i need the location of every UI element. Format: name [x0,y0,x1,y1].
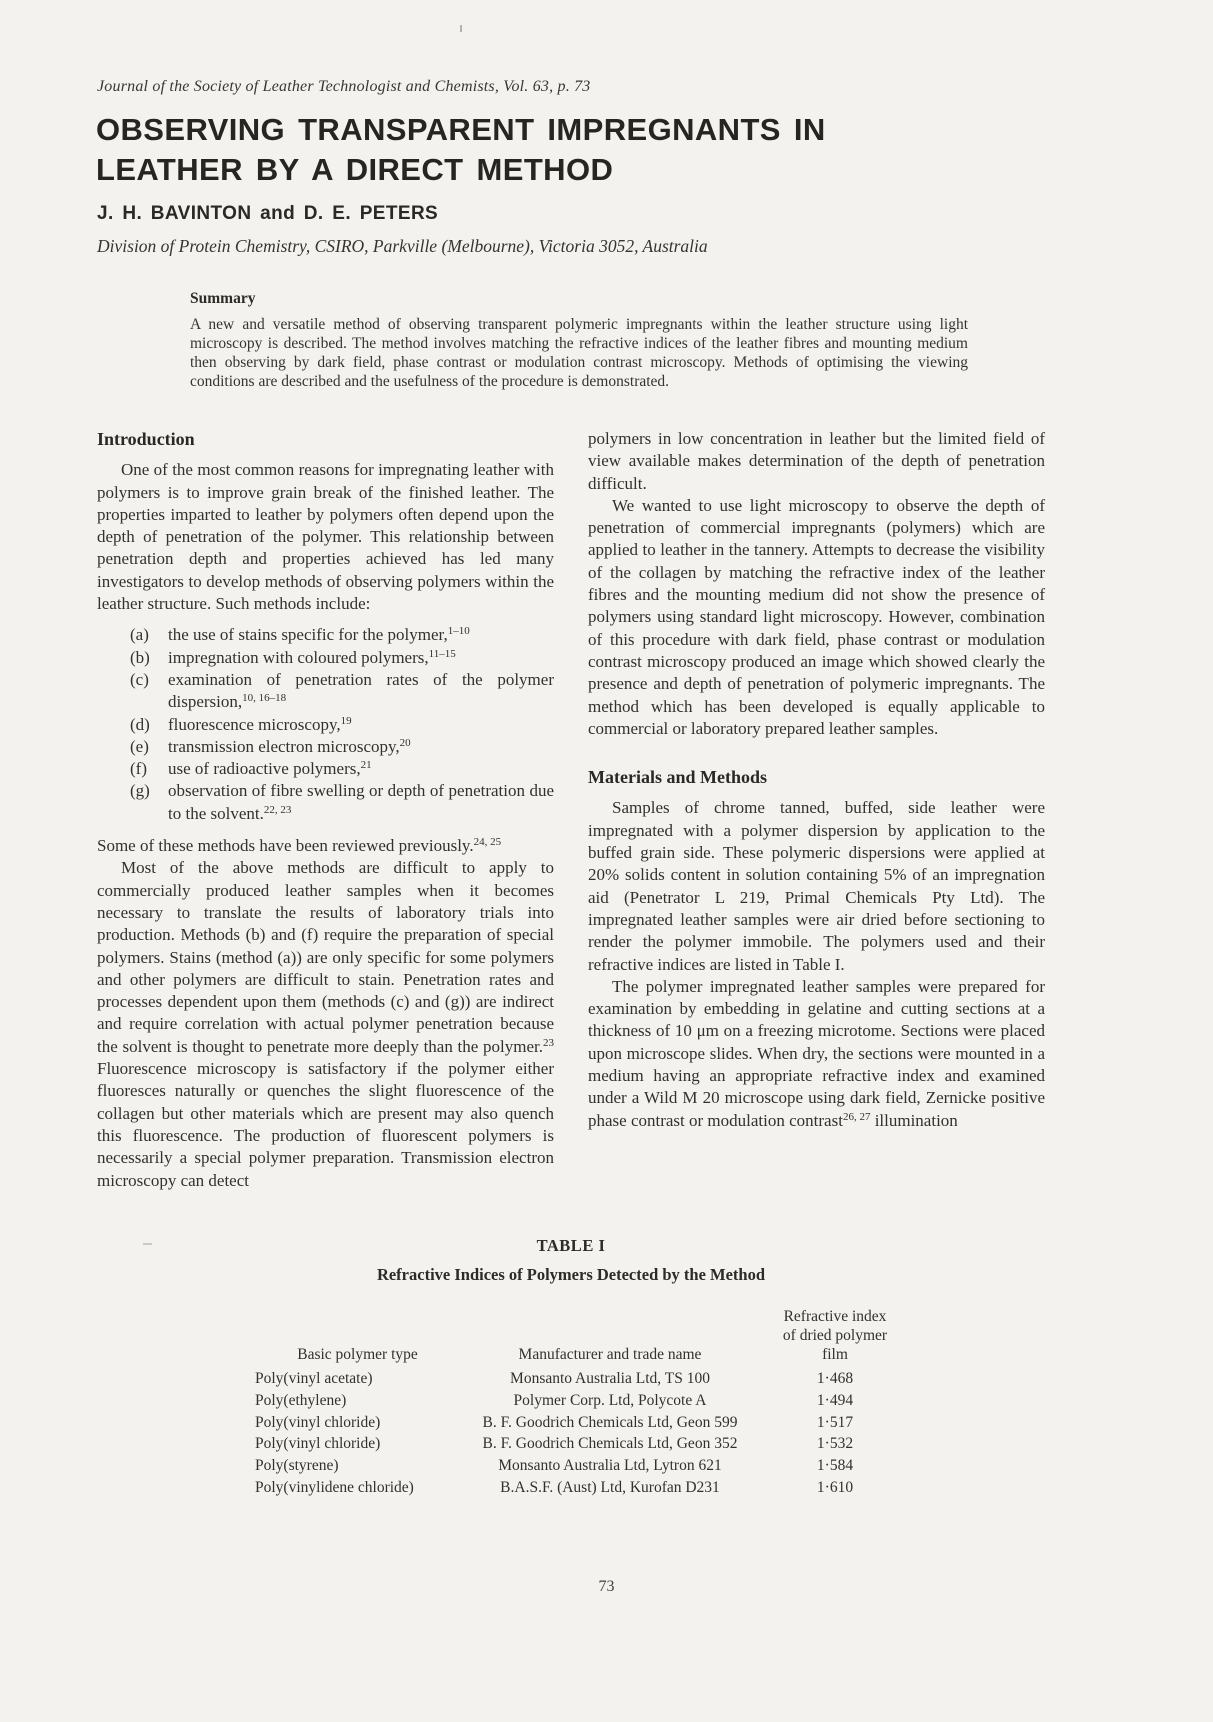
summary-body: A new and versatile method of observing transparent polymeric impregnants within the leather structure using light microscopy is described. The method involves matching the refractive indices of the leather fibres and mounting medium then observing by dark field, phase contrast or modulation contrast microscopy. Methods of optimising the viewing conditions are described and the usefulness of the procedure is demonstrated. [190,316,968,390]
list-item [97,714,554,736]
index-cell: 1·532 [816,1435,854,1453]
list-item-label: (d) [130,714,150,734]
table-row [255,1477,910,1499]
manufacturer-cell: Monsanto Australia Ltd, TS 100 [510,1370,710,1387]
citation-superscript: 20 [399,736,411,749]
paragraph-text: The polymer impregnated leather samples were prepared for examination by embedding in gelatine and cutting sections at a thickness of 10 μm on a freezing microtome. Sections were placed upon microscope slides. When dry, the sections were mounted in a medium having an appropriate refractive index and examined under a Wild M 20 microscope using dark field, Zernicke positive phase contrast or modulation contrast [588,976,1045,1130]
table-row [255,1412,910,1434]
list-item-text: observation of fibre swelling or depth of penetration due to the solvent. [168,781,554,823]
polymer-cell: Poly(styrene) [255,1457,339,1475]
citation-superscript: 22, 23 [263,803,292,816]
header-line: film [822,1346,848,1363]
manufacturer-cell: B.A.S.F. (Aust) Ltd, Kurofan D231 [500,1478,720,1496]
table-row [255,1390,910,1412]
list-item [97,624,554,646]
paper-title: OBSERVING TRANSPARENT IMPREGNANTS IN LEATHER BY A DIRECT METHOD [96,112,826,187]
polymer-cell: Poly(vinyl chloride) [255,1435,381,1453]
table-1-subtitle: Refractive Indices of Polymers Detected by the Method [376,1265,766,1284]
citation-superscript: 23 [543,1036,554,1049]
methods-list [97,624,554,825]
aims-paragraph: We wanted to use light microscopy to observe the depth of penetration of commercial impregnants (polymers) which are applied to leather in the tannery. Attempts to decrease the visibility of the collagen by matching the refractive index of the leather fibres and the mounting medium did not show the presence of polymers using standard light microscopy. However, combination of this procedure with dark field, phase contrast or modulation contrast microscopy produced an image which showed clearly the presence and depth of penetration of polymeric impregnants. The method which has been developed is equally applicable to commercial or laboratory prepared leather samples. [588,495,1045,738]
list-item [97,647,554,669]
header-line: Refractive index [783,1308,887,1325]
list-item-label: (f) [130,759,147,779]
paragraph-text: Fluorescence microscopy is satisfactory if the polymer either fluoresces naturally or quenches the slight fluorescence of the collagen but other materials which are present may also quench this fluorescence. The production of fluorescent polymers is necessarily a special polymer preparation. Transmission electron microscopy can detect [97,1059,554,1190]
refractive-indices-table [255,1307,910,1499]
materials-methods-heading: Materials and Methods [588,767,767,788]
polymer-cell: Poly(vinyl chloride) [255,1413,381,1431]
manufacturer-cell: Monsanto Australia Ltd, Lytron 621 [498,1457,722,1475]
list-item-label: (a) [130,625,149,645]
body-columns [97,428,1045,1192]
index-cell: 1·468 [816,1370,854,1387]
list-item-label: (g) [130,781,150,801]
polymer-cell: Poly(vinylidene chloride) [255,1478,414,1496]
table-1-title: TABLE I [536,1236,606,1255]
index-cell: 1·584 [816,1457,854,1475]
polymer-cell: Poly(vinyl acetate) [255,1370,373,1387]
list-item-label: (b) [130,647,150,667]
right-column [588,428,1045,1192]
column-header-polymer: Basic polymer type [297,1346,418,1363]
list-item-label: (e) [130,736,149,756]
citation-superscript: 26, 27 [842,1110,871,1123]
table-1-section [97,1236,1045,1499]
intro-paragraph-2 [97,835,554,857]
list-item [97,736,554,758]
citation-superscript: 10, 16–18 [242,692,287,705]
list-item-text: transmission electron microscopy, [168,736,400,756]
list-item [97,758,554,780]
list-item [97,669,554,714]
list-item-text: use of radioactive polymers, [168,759,361,779]
journal-citation: Journal of the Society of Leather Technologist and Chemists, Vol. 63, p. 73 [97,78,591,95]
citation-superscript: 24, 25 [473,836,502,849]
citation-superscript: 1–10 [447,625,470,638]
polymer-cell: Poly(ethylene) [255,1391,347,1409]
paragraph-text: Most of the above methods are difficult to apply to commercially produced leather samples when it becomes necessary to translate the results of laboratory trials into production. Methods (b) and (f) require the preparation of special polymers. Stains (method (a)) are only specific for some polymers and other polymers are difficult to stain. Penetration rates and processes dependent upon them (methods (c) and (g)) are indirect and require correlation with actual polymer penetration because the solvent is thought to penetrate more deeply than the polymer. [97,858,554,1056]
list-item-text: impregnation with coloured polymers, [168,647,429,667]
authors-line: J. H. BAVINTON and D. E. PETERS [97,203,439,224]
methods-paragraph-1: Samples of chrome tanned, buffed, side leather were impregnated with a polymer dispersion by application to the buffed grain side. These polymeric dispersions were applied at 20% solids content in solution containing 5% of an impregnation aid (Penetrator L 219, Primal Chemicals Pty Ltd). The impregnated leather samples were air dried before sectioning to render the polymer immobile. The polymers used and their refractive indices are listed in Table I. [588,798,1045,974]
table-row [255,1455,910,1477]
manufacturer-cell: B. F. Goodrich Chemicals Ltd, Geon 352 [482,1435,738,1453]
page-number: 73 [598,1578,615,1595]
methods-paragraph-2 [588,976,1045,1132]
paragraph-text: illumination [870,1110,958,1130]
list-item-text: examination of penetration rates of the polymer dispersion, [168,669,554,712]
citation-superscript: 19 [340,714,352,727]
intro-paragraph-3 [97,857,554,1191]
affiliation-line: Division of Protein Chemistry, CSIRO, Parkville (Melbourne), Victoria 3052, Australia [97,236,708,256]
list-item [97,780,554,825]
introduction-heading: Introduction [97,429,195,449]
index-cell: 1·494 [816,1391,854,1409]
table-header-row [255,1307,910,1368]
list-item-label: (c) [130,669,149,689]
header-line: of dried polymer [782,1327,888,1344]
table-row [255,1368,910,1390]
column-header-refractive-index [760,1307,910,1368]
column-header-manufacturer: Manufacturer and trade name [518,1346,702,1363]
list-item-text: fluorescence microscopy, [168,714,341,734]
summary-section [190,290,968,391]
scan-artifact [460,25,462,32]
list-item-text: the use of stains specific for the polymer, [168,625,448,645]
index-cell: 1·517 [816,1413,854,1431]
table-row [255,1433,910,1455]
summary-heading: Summary [190,290,256,307]
manufacturer-cell: B. F. Goodrich Chemicals Ltd, Geon 599 [482,1413,738,1431]
continuation-paragraph: polymers in low concentration in leather but the limited field of view available makes determination of the depth of penetration difficult. [588,429,1045,493]
left-column [97,428,554,1192]
index-cell: 1·610 [816,1478,854,1496]
intro-paragraph-1: One of the most common reasons for impregnating leather with polymers is to improve grain break of the finished leather. The properties imparted to leather by polymers often depend upon the depth of penetration of the polymer. This relationship between penetration depth and properties achieved has led many investigators to develop methods of observing polymers within the leather structure. Such methods include: [97,460,554,614]
citation-superscript: 11–15 [428,647,456,660]
manufacturer-cell: Polymer Corp. Ltd, Polycote A [513,1391,707,1409]
citation-superscript: 21 [360,759,372,772]
paragraph-text: Some of these methods have been reviewed previously. [97,836,474,856]
